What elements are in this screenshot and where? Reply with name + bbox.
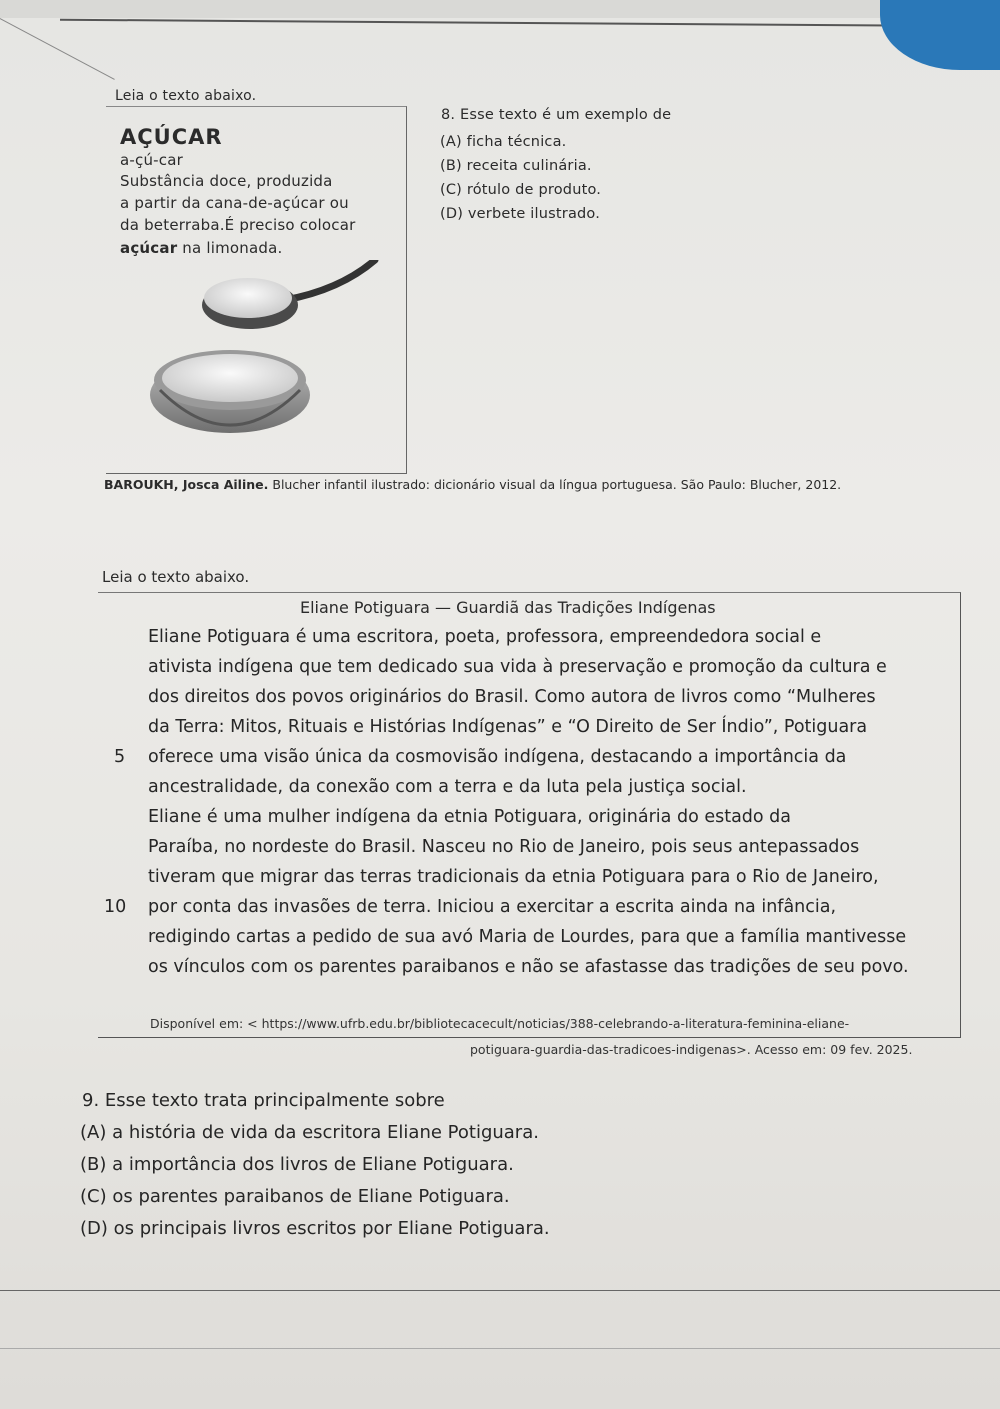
line-number-5: 5 bbox=[114, 747, 126, 767]
q8-citation-author: BAROUKH, Josca Ailine. bbox=[104, 477, 269, 492]
q8-citation-rest: Blucher infantil ilustrado: dicionário visual da língua portuguesa. São Paulo: Blucher, 2012. bbox=[268, 477, 842, 492]
article-line-12: os vínculos com os parentes paraibanos e não se afastasse das tradições de seu povo. bbox=[148, 957, 909, 977]
article-line-11: redigindo cartas a pedido de sua avó Maria de Lourdes, para que a família mantivesse bbox=[148, 927, 907, 947]
entry-example-rest: na limonada. bbox=[177, 239, 283, 257]
q8-citation bbox=[104, 477, 841, 492]
q9-intro: Leia o texto abaixo. bbox=[102, 568, 250, 586]
entry-example-bold: açúcar bbox=[120, 239, 178, 257]
entry-syllables: a-çú-car bbox=[120, 151, 183, 169]
article-line-2: ativista indígena que tem dedicado sua vida à preservação e promoção da cultura e bbox=[148, 657, 887, 677]
article-line-1: Eliane Potiguara é uma escritora, poeta, professora, empreendedora social e bbox=[148, 627, 822, 647]
bowl-icon bbox=[150, 350, 310, 433]
article-line-6: ancestralidade, da conexão com a terra e da luta pela justiça social. bbox=[148, 777, 747, 797]
q8-option-c[interactable]: (C) rótulo de produto. bbox=[440, 182, 602, 198]
entry-definition-line-1: Substância doce, produzida bbox=[120, 172, 333, 190]
q9-option-a[interactable]: (A) a história de vida da escritora Eliane Potiguara. bbox=[80, 1122, 539, 1143]
q9-option-b[interactable]: (B) a importância dos livros de Eliane Potiguara. bbox=[80, 1154, 514, 1175]
q9-option-d[interactable]: (D) os principais livros escritos por Eliane Potiguara. bbox=[80, 1218, 550, 1239]
article-line-5: oferece uma visão única da cosmovisão indígena, destacando a importância da bbox=[148, 747, 847, 767]
line-number-10: 10 bbox=[104, 897, 127, 917]
q9-question: 9. Esse texto trata principalmente sobre bbox=[82, 1090, 445, 1111]
source-line-2: potiguara-guardia-das-tradicoes-indigenas>. Acesso em: 09 fev. 2025. bbox=[470, 1042, 913, 1057]
page-divider-lower bbox=[0, 1348, 1000, 1349]
article-line-9: tiveram que migrar das terras tradicionais da etnia Potiguara para o Rio de Janeiro, bbox=[148, 867, 879, 887]
q8-option-b[interactable]: (B) receita culinária. bbox=[440, 158, 592, 174]
sugar-illustration bbox=[140, 260, 410, 460]
page-divider bbox=[0, 1290, 1000, 1291]
q8-option-d[interactable]: (D) verbete ilustrado. bbox=[440, 206, 601, 222]
article-line-3: dos direitos dos povos originários do Brasil. Como autora de livros como “Mulheres bbox=[148, 687, 876, 707]
entry-definition-line-2: a partir da cana-de-açúcar ou bbox=[120, 194, 349, 212]
q8-intro: Leia o texto abaixo. bbox=[115, 88, 257, 104]
spoon-icon bbox=[202, 260, 375, 329]
q8-option-a[interactable]: (A) ficha técnica. bbox=[440, 134, 567, 150]
entry-word: AÇÚCAR bbox=[120, 125, 223, 149]
article-line-7: Eliane é uma mulher indígena da etnia Potiguara, originária do estado da bbox=[148, 807, 792, 827]
source-line-1: Disponível em: < https://www.ufrb.edu.br/bibliotecacecult/noticias/388-celebrando-a-literatura-feminina-eliane- bbox=[150, 1016, 850, 1031]
article-title: Eliane Potiguara — Guardiã das Tradições Indígenas bbox=[300, 598, 716, 617]
q8-question: 8. Esse texto é um exemplo de bbox=[441, 107, 672, 123]
entry-definition-line-3: da beterraba.É preciso colocar bbox=[120, 216, 356, 234]
entry-example bbox=[120, 239, 282, 257]
article-line-8: Paraíba, no nordeste do Brasil. Nasceu no Rio de Janeiro, pois seus antepassados bbox=[148, 837, 860, 857]
article-line-4: da Terra: Mitos, Rituais e Histórias Indígenas” e “O Direito de Ser Índio”, Potiguara bbox=[148, 717, 868, 737]
article-line-10: por conta das invasões de terra. Iniciou a exercitar a escrita ainda na infância, bbox=[148, 897, 837, 917]
q9-option-c[interactable]: (C) os parentes paraibanos de Eliane Potiguara. bbox=[80, 1186, 510, 1207]
